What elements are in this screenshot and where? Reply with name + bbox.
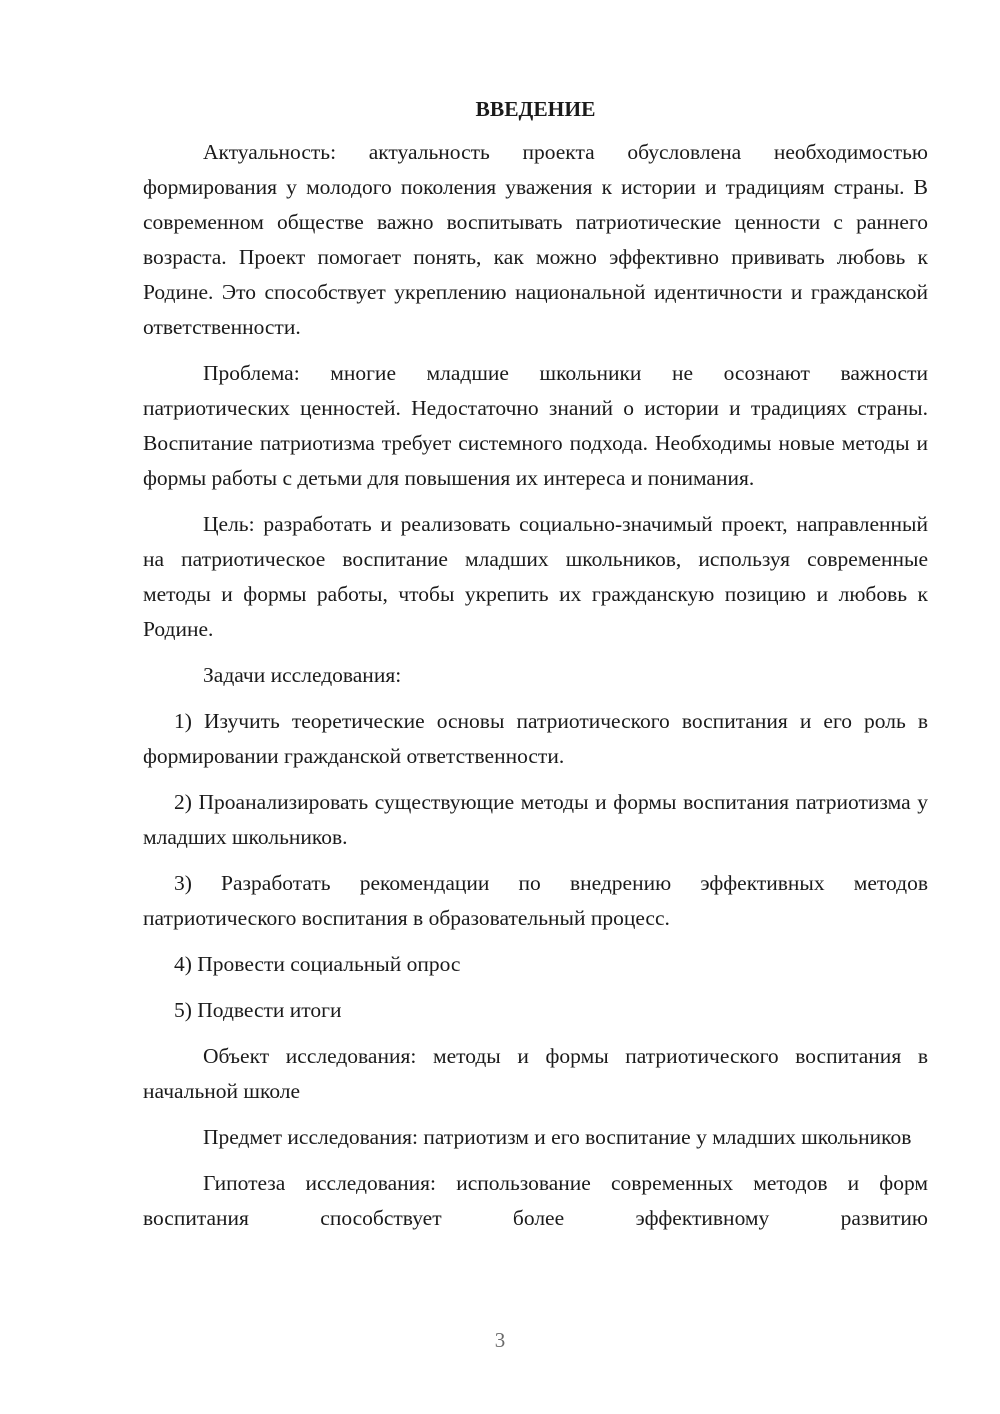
hypothesis-paragraph: Гипотеза исследования: использование современных методов и форм воспитания способствует более эффективному развитию — [143, 1171, 928, 1230]
relevance-paragraph: Актуальность: актуальность проекта обусловлена необходимостью формирования у молодого поколения уважения к истории и традициям страны. В современном обществе важно воспитывать патриотические ценности с раннего возраста. Проект помогает понять, как можно эффективно прививать любовь к Родине. Это способствует укреплению национальной идентичности и гражданской ответственности. — [143, 140, 928, 339]
problem-paragraph: Проблема: многие младшие школьники не осознают важности патриотических ценностей. Недостаточно знаний о истории и традициях страны. Воспитание патриотизма требует системного подхода. Необходимы новые методы и формы работы с детьми для повышения их интереса и понимания. — [143, 361, 928, 490]
goal-paragraph: Цель: разработать и реализовать социально-значимый проект, направленный на патриотическое воспитание младших школьников, используя современные методы и формы работы, чтобы укрепить их гражданскую позицию и любовь к Родине. — [143, 512, 928, 641]
task-item-5: 5) Подвести итоги — [174, 998, 342, 1022]
subject-paragraph: Предмет исследования: патриотизм и его воспитание у младших школьников — [203, 1125, 912, 1149]
task-item-2: 2) Проанализировать существующие методы и формы воспитания патриотизма у младших школьников. — [143, 790, 928, 849]
task-item-1: 1) Изучить теоретические основы патриотического воспитания и его роль в формировании гражданской ответственности. — [143, 709, 928, 768]
task-item-4: 4) Провести социальный опрос — [174, 952, 461, 976]
page-number: 3 — [494, 1328, 506, 1352]
tasks-heading: Задачи исследования: — [203, 663, 402, 687]
object-paragraph: Объект исследования: методы и формы патриотического воспитания в начальной школе — [143, 1044, 928, 1103]
section-title: ВВЕДЕНИЕ — [475, 97, 596, 121]
document-page — [143, 92, 928, 1247]
task-item-3: 3) Разработать рекомендации по внедрению эффективных методов патриотического воспитания в образовательный процесс. — [143, 871, 928, 930]
